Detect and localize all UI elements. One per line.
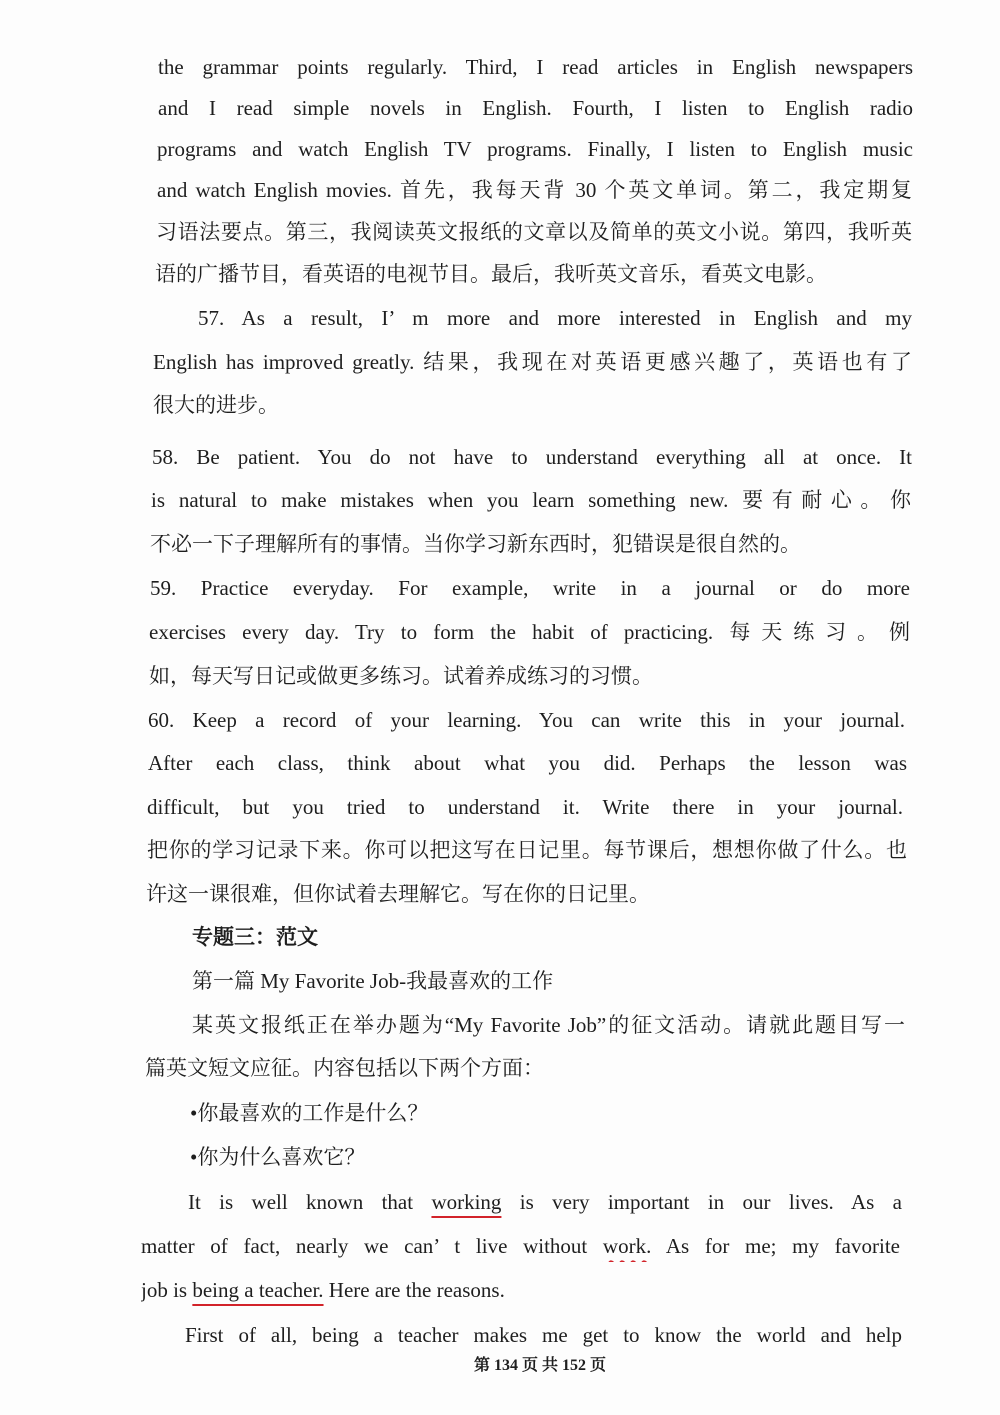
- essay-text: matter of fact, nearly we can’ t live without: [141, 1234, 603, 1258]
- essay-text: is very important in our lives. As a: [501, 1190, 902, 1214]
- item-60-line: After each class, think about what you did. Perhaps the lesson was: [148, 751, 907, 775]
- item-59-line: exercises every day. Try to form the habit of practicing. 每天练习。例: [149, 620, 910, 644]
- item-57-line: English has improved greatly. 结果，我现在对英语更感兴趣了，英语也有了: [153, 350, 912, 374]
- essay-line: [141, 1274, 741, 1306]
- essay-text: Here are the reasons.: [323, 1278, 505, 1302]
- item-59-line: 如，每天写日记或做更多练习。试着养成练习的习惯。: [149, 664, 653, 688]
- item-60-line: difficult, but you tried to understand it. Write there in your journal.: [147, 795, 903, 819]
- text-line: 语的广播节目，看英语的电视节目。最后，我听英文音乐，看英文电影。: [155, 262, 827, 286]
- red-underline-annotation: being a teacher.: [192, 1278, 324, 1302]
- text-line: and I read simple novels in English. Fourth, I listen to English radio: [158, 96, 913, 120]
- text-line: the grammar points regularly. Third, I read articles in English newspapers: [158, 55, 913, 79]
- prompt-line: 某英文报纸正在举办题为“My Favorite Job”的征文活动。请就此题目写一: [192, 1013, 905, 1037]
- item-60-line: 把你的学习记录下来。你可以把这写在日记里。每节课后，想想你做了什么。也: [147, 838, 907, 862]
- essay-line: [141, 1230, 900, 1262]
- section-heading: 专题三：范文: [192, 925, 318, 949]
- item-58-line: 不必一下子理解所有的事情。当你学习新东西时，犯错误是很自然的。: [150, 532, 801, 556]
- item-60-line: 60. Keep a record of your learning. You can write this in your journal.: [148, 708, 905, 732]
- essay-line: [188, 1186, 902, 1218]
- bullet-item: •你为什么喜欢它？: [190, 1145, 366, 1169]
- item-60-line: 许这一课很难，但你试着去理解它。写在你的日记里。: [146, 882, 650, 906]
- item-57-line: 很大的进步。: [153, 393, 279, 417]
- text-line: and watch English movies. 首先，我每天背 30 个英文单词。第二，我定期复: [157, 178, 912, 202]
- essay-line: First of all, being a teacher makes me get to know the world and help: [185, 1323, 902, 1347]
- essay-text: It is well known that: [188, 1190, 432, 1214]
- item-58-line: is natural to make mistakes when you learn something new. 要有耐心。你: [151, 488, 911, 512]
- item-58-line: 58. Be patient. You do not have to understand everything all at once. It: [152, 445, 912, 469]
- bullet-item: •你最喜欢的工作是什么？: [190, 1101, 429, 1125]
- essay-text: As for me; my favorite: [651, 1234, 900, 1258]
- essay-text: job is: [141, 1278, 193, 1302]
- text-line: 习语法要点。第三，我阅读英文报纸的文章以及简单的英文小说。第四，我听英: [156, 220, 912, 244]
- red-underline-annotation: working: [431, 1190, 502, 1214]
- red-underline-annotation: work.: [602, 1234, 652, 1258]
- item-57-line: 57. As a result, I’ m more and more interested in English and my: [198, 306, 912, 330]
- item-59-line: 59. Practice everyday. For example, write in a journal or do more: [150, 576, 910, 600]
- text-line: programs and watch English TV programs. Finally, I listen to English music: [157, 137, 913, 161]
- essay-title: 第一篇 My Favorite Job-我最喜欢的工作: [192, 969, 554, 993]
- prompt-line: 篇英文短文应征。内容包括以下两个方面：: [145, 1056, 544, 1080]
- page-number-footer: 第 134 页 共 152 页: [473, 1357, 606, 1374]
